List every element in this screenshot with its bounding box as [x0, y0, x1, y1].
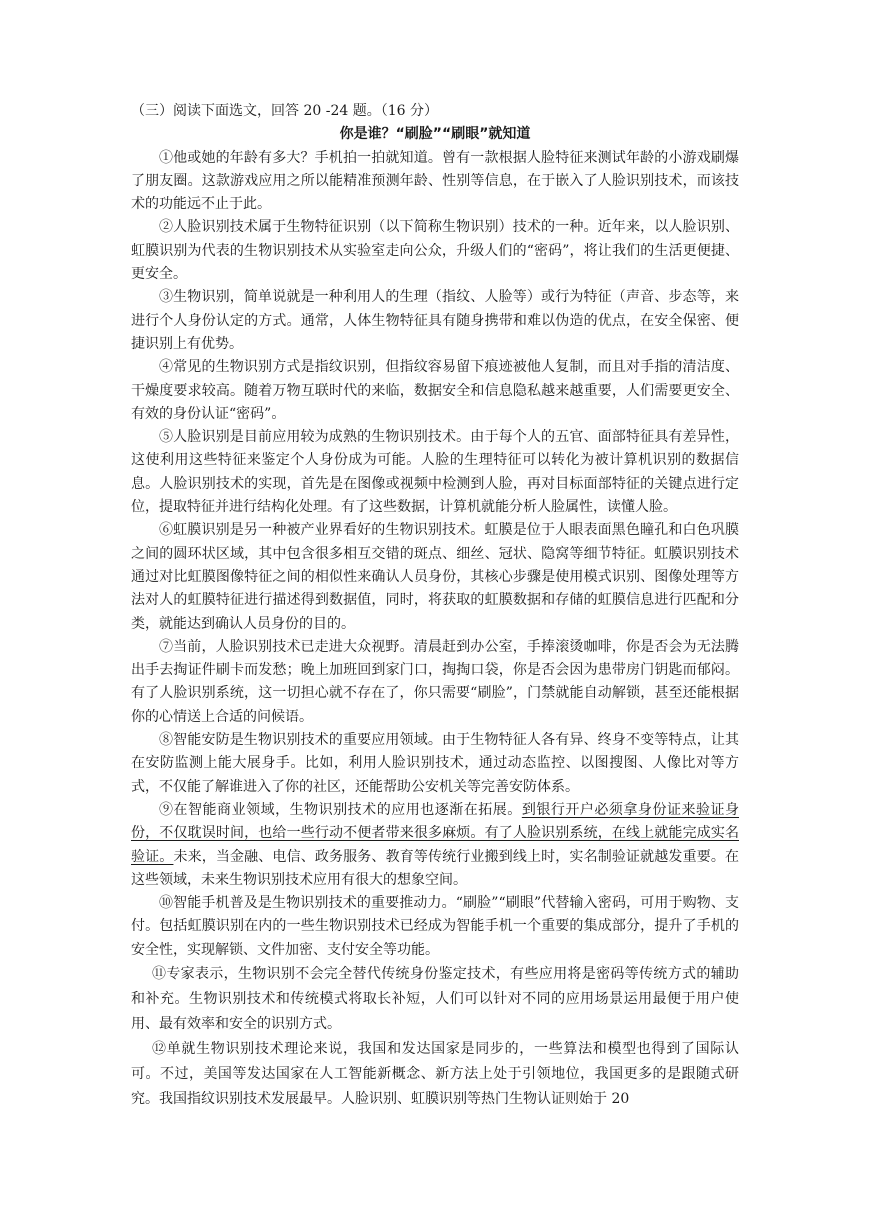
paragraph-9 — [131, 799, 739, 892]
paragraph-2: ②人脸识别技术属于生物特征识别（以下简称生物识别）技术的一种。近年来，以人脸识别、虹膜识别为代表的生物识别技术从实验室走向公众，升级人们的“密码”，将让我们的生活更便捷、更安全。 — [131, 219, 739, 283]
paragraph-3: ③生物识别，简单说就是一种利用人的生理（指纹、人脸等）或行为特征（声音、步态等，来进行个人身份认定的方式。通常，人体生物特征具有随身携带和难以伪造的优点，在安全保密、便捷识别上有优势。 — [131, 289, 739, 352]
question-instruction: （三）阅读下面选文，回答 20 -24 题。（16 分） — [131, 103, 438, 119]
paragraph-11: ⑪专家表示，生物识别不会完全替代传统身份鉴定技术，有些应用将是密码等传统方式的辅助和补充。生物识别技术和传统模式将取长补短，人们可以针对不同的应用场景运用最便于用户使用、最有效率和安全的识别方式。 — [131, 965, 739, 1032]
paragraph-1: ①他或她的年龄有多大？手机拍一拍就知道。曾有一款根据人脸特征来测试年龄的小游戏刷爆了朋友圈。这款游戏应用之所以能精准预测年龄、性别等信息，在于嵌入了人脸识别技术，而该技术的功能远不止于此。 — [131, 149, 739, 213]
paragraph-10: ⑩智能手机普及是生物识别技术的重要推动力。“刷脸”“刷眼”代替输入密码，可用于购物、支付。包括虹膜识别在内的一些生物识别技术已经成为智能手机一个重要的集成部分，提升了手机的安全性，实现解锁、文件加密、支付安全等功能。 — [131, 895, 739, 958]
article-title: 你是谁？“刷脸”“刷眼”就知道 — [339, 126, 531, 143]
underlined-sentence: 到银行开户必须拿身份证来验证身份，不仅耽误时间，也给一些行动不便者带来很多麻烦。有了人脸识别系统，在线上就能完成实名验证。 — [131, 801, 740, 865]
paragraph-4: ④常见的生物识别方式是指纹识别，但指纹容易留下痕迹被他人复制，而且对手指的清洁度、干燥度要求较高。随着万物互联时代的来临，数据安全和信息隐私越来越重要，人们需要更安全、有效的身份认证“密码”。 — [131, 359, 739, 422]
paragraph-8: ⑧智能安防是生物识别技术的重要应用领域。由于生物特征人各有异、终身不变等特点，让其在安防监测上能大展身手。比如，利用人脸识别技术，通过动态监控、以图搜图、人像比对等方式，不仅能了解谁进入了你的社区，还能帮助公安机关等完善安防体系。 — [131, 732, 739, 795]
paragraph-5: ⑤人脸识别是目前应用较为成熟的生物识别技术。由于每个人的五官、面部特征具有差异性，这使利用这些特征来鉴定个人身份成为可能。人脸的生理特征可以转化为被计算机识别的数据信息。人脸识别技术的实现，首先是在图像或视频中检测到人脸，再对目标面部特征的关键点进行定位，提取特征并进行结构化处理。有了这些数据，计算机就能分析人脸属性，读懂人脸。 — [131, 429, 739, 516]
paragraph-9-tail: 未来，当金融、电信、政务服务、教育等传统行业搬到线上时，实名制验证就越发重要。在这些领域，未来生物识别技术应用有很大的想象空间。 — [131, 848, 740, 888]
paragraph-9-lead: ⑨在智能商业领域，生物识别技术的应用也逐渐在拓展。 — [159, 801, 522, 818]
paragraph-12: ⑫单就生物识别技术理论来说，我国和发达国家是同步的，一些算法和模型也得到了国际认可。不过，美国等发达国家在人工智能新概念、新方法上处于引领地位，我国更多的是跟随式研究。我国指纹识别技术发展最早。人脸识别、虹膜识别等热门生物认证则始于 20 — [131, 1040, 739, 1107]
article-page — [131, 100, 739, 1112]
paragraph-7: ⑦当前，人脸识别技术已走进大众视野。清晨赶到办公室，手捧滚烫咖啡，你是否会为无法腾出手去掏证件刷卡而发愁；晚上加班回到家门口，掏掏口袋，你是否会因为患带房门钥匙而郁闷。有了人脸识别系统，这一切担心就不存在了，你只需要“刷脸”，门禁就能自动解锁，甚至还能根据你的心情送上合适的问候语。 — [131, 638, 739, 725]
paragraph-6: ⑥虹膜识别是另一种被产业界看好的生物识别技术。虹膜是位于人眼表面黑色瞳孔和白色巩膜之间的圆环状区域，其中包含很多相互交错的斑点、细丝、冠状、隐窝等细节特征。虹膜识别技术通过对比虹膜图像特征之间的相似性来确认人员身份，其核心步骤是使用模式识别、图像处理等方法对人的虹膜特征进行描述得到数据值，同时，将获取的虹膜数据和存储的虹膜信息进行匹配和分类，就能达到确认人员身份的目的。 — [131, 522, 739, 632]
